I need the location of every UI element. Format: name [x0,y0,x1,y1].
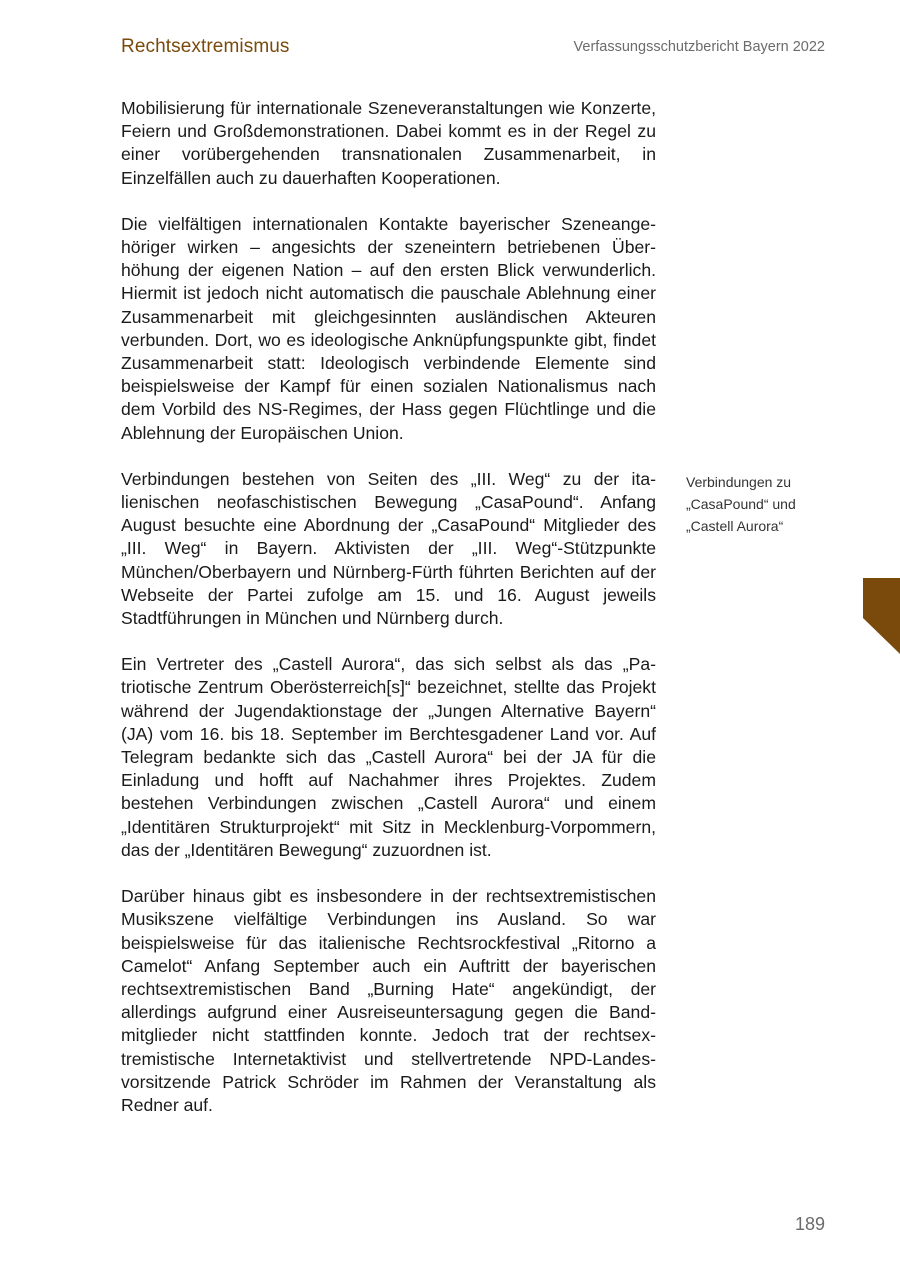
margin-note [686,471,836,537]
paragraph-3: Verbindungen bestehen von Seiten des „III. Weg“ zu der italienischen neofaschistischen Bewegung „CasaPound“. Anfang August besuchte eine Abordnung der „CasaPound“ Mitglieder des „III. Weg“ in Bayern. Aktivisten der „III. Weg“-Stützpunkte München/Oberbayern und Nürnberg-Fürth führten Berichten auf der Webseite der Partei zufolge am 15. und 16. August jeweils Stadtführungen in München und Nürnberg durch. [121,468,656,629]
paragraph-5: Darüber hinaus gibt es insbesondere in der rechtsextremistischen Musikszene vielfältige Verbindungen ins Ausland. So war beispielsweise für das italienische Rechtsrockfestival „Ritorno a Camelot“ Anfang September auch ein Auftritt der bayerischen rechtsextremistischen Band „Burning Hate“ angekündigt, der allerdings aufgrund einer Ausreiseuntersagung gegen die Bandmitglieder nicht stattfinden konnte. Jedoch trat der rechtsextremistische Internetaktivist und stellvertretende NPD-Landesvorsitzende Patrick Schröder im Rahmen der Veranstaltung als Redner auf. [121,886,656,1115]
paragraph-4: Ein Vertreter des „Castell Aurora“, das sich selbst als das „Patriotische Zentrum Oberösterreich[s]“ bezeichnet, stellte das Projekt während der Jugendaktionstage der „Jungen Alternative Bayern“ (JA) vom 16. bis 18. September im Berchtesgadener Land vor. Auf Telegram bedankte sich das „Castell Aurora“ bei der JA für die Einladung und hofft auf Nachahmer ihres Projektes. Zudem bestehen Verbindungen zwischen „Castell Aurora“ und einem „Identitären Strukturprojekt“ mit Sitz in Mecklenburg-Vorpommern, das der „Identitären Bewegung“ zuzuordnen ist. [121,654,656,860]
body-text-column [121,97,656,1140]
page-number: 189 [794,1214,825,1234]
margin-note-line: „Castell Aurora“ [686,518,784,534]
margin-note-line: „CasaPound“ und [686,496,796,512]
chapter-tab-shape [863,578,900,654]
paragraph-2: Die vielfältigen internationalen Kontakte bayerischer Szeneangehöriger wirken – angesichts der szeneintern betriebenen Überhöhung der eigenen Nation – auf den ersten Blick verwunderlich. Hiermit ist jedoch nicht automatisch die pauschale Ablehnung einer Zusammenarbeit mit gleichgesinnten ausländischen Akteuren verbunden. Dort, wo es ideologische Anknüpfungspunkte gibt, findet Zusammenarbeit statt: Ideologisch verbindende Elemente sind beispielsweise der Kampf für einen sozialen Nationalismus nach dem Vorbild des NS-Regimes, der Hass gegen Flüchtlinge und die Ablehnung der Europäischen Union. [121,213,656,443]
running-section-title: Rechtsextremismus [121,36,290,57]
margin-note-line: Verbindungen zu [686,474,792,490]
paragraph-1: Mobilisierung für internationale Szeneveranstaltungen wie Konzerte, Feiern und Großdemonstrationen. Dabei kommt es in der Regel zu einer vorübergehenden transnationalen Zusammenarbeit, in Einzelfällen auch zu dauerhaften Kooperationen. [121,98,656,188]
chapter-tab-marker [863,578,900,654]
publication-title: Verfassungsschutzbericht Bayern 2022 [573,39,825,55]
